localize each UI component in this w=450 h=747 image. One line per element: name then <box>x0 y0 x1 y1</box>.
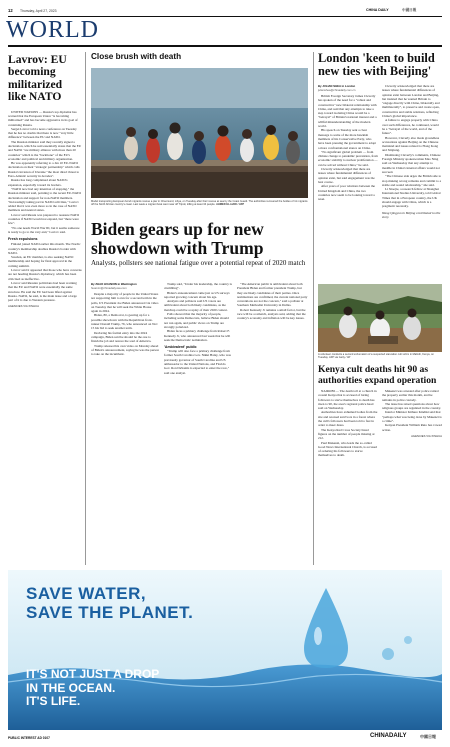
biden-col-1 <box>91 282 159 356</box>
biden-col-2 <box>164 282 232 375</box>
ad-tagline-line-2: IN THE OCEAN. <box>26 680 116 695</box>
london-body-2 <box>382 84 442 209</box>
biden-subhead: 'Ambivalent' public <box>164 345 197 350</box>
biden-deck: Analysts, pollsters see national fatigue over a potential repeat of 2020 match <box>91 259 306 267</box>
paper-name: CHINA DAILY <box>366 8 389 12</box>
paragraph: UNITED NATIONS — Russia's top diplomat has warned that the European Union "is becoming militarized" and has become aggressive in its goal of containing Russia. <box>8 109 78 127</box>
lavrov-body-2 <box>8 242 82 302</box>
photo-caption <box>91 200 308 207</box>
kenya-photo-image <box>318 284 442 352</box>
ad-tagline-line-1: IT'S NOT JUST A DROP <box>26 667 160 681</box>
lavrov-body <box>8 110 82 235</box>
paragraph: Cleverly acknowledged that there are issues where fundamental differences of opinion exist between London and Beijing, but insisted that he wanted Britain to "engage directly with China, bilaterally and multilaterally", to preserve and create open, constructive and stable relations, reflecting China's global importance. <box>382 84 440 119</box>
ad-headline-line-1: SAVE WATER, <box>26 584 147 603</box>
biden-body-3 <box>164 349 232 375</box>
biden-body-4 <box>237 282 308 321</box>
paragraph: The Russian minister said they recently signed a declaration, which he said essentially states that the EU and NATO "are military alliance with more than 20 countries" which is the "backbone" of the EU's economic and political and military organization. <box>8 139 82 161</box>
paragraph: Analysts and pollsters said US voters are ambivalent about both likely candidates, as the matchup could be a replay of their 2020 contest. <box>164 299 228 312</box>
paragraph: "No one needs World War III, but it seems someone is ready to go to the very end," Lavrov said. <box>8 225 80 234</box>
london-body-1 <box>318 94 378 201</box>
paragraph: Polls showed that the majority of people, including some Democrats, believe Biden should not run again, and public views on Trump are strongly polarized. <box>164 312 229 329</box>
paragraph: Trump released his own video on Monday ahead of Biden's announcement, saying he was the person to take on the incumbent. <box>91 343 159 357</box>
paragraph: Robert Kennedy Jr remains a small factor, but the race will be a rematch, analysts said, adding that the country's economy and inflation will be key issues. <box>237 307 306 321</box>
paragraph: Lavrov said it appeared that those who have concerns are not heeding Russia's diplomacy, which has been criticized as ineffective. <box>8 268 82 281</box>
london-col-2 <box>382 84 442 219</box>
paragraph: Li Xiaojie, a research fellow at Shanghai International Studies University, told Global Times that in a European country, the UK should engage with China, which is a pragmatic necessity. <box>382 187 441 209</box>
paragraph: Biden, 80, a Democrat, is gearing up for a possible showdown with the Republican front-runner Donald Trump, 76, who announced on Nov 15 his bid to seek another term. <box>91 313 158 331</box>
left-column <box>8 54 82 308</box>
lavrov-subhead: Fresh expulsions <box>8 237 38 242</box>
london-col-1 <box>318 84 378 201</box>
paragraph: After years of poor relations between the United Kingdom and China, the two countries now seem to be looking toward a reset. <box>318 184 376 202</box>
paragraph: "No significant global problem — from climate change to pandemic prevention, from economic stability to nuclear proliferation — can be solved without China," he said. <box>318 149 378 167</box>
kenya-col-2 <box>382 389 442 438</box>
paragraph: NAIROBI — The death toll at a church in coastal Kenya that is accused of luring followers to starve themselves to death has risen to 90, the area's regional police head said on Wednesday. <box>318 389 377 411</box>
paragraph: Lavrov said Russian politicians had been warning that the EU and NATO were essentially the same structure. He said the EU had been lifted against Russia. NATO, he said, is the main issue and a large part of it is due to Western pressure. <box>8 280 77 303</box>
water-ad <box>8 570 442 730</box>
kenya-body-2 <box>382 389 442 432</box>
paragraph: The issue has raised questions about how religious groups are regulated in the country. <box>382 401 442 411</box>
paragraph: Biden faces a primary challenge from Robert F. Kennedy Jr, who announced last week that he will seek the Democratic nomination. <box>164 329 231 342</box>
footer-brand: CHINADAILY <box>370 733 407 739</box>
kenya-credit: AGENCIES VIA XINHUA <box>411 433 442 438</box>
kenya-photo <box>318 284 442 352</box>
biden-byline-email: huanxin@chinadailyusa.com <box>91 286 127 290</box>
byline-name: By ZHAO HUANXIN in Washington <box>91 282 137 286</box>
paragraph: British Foreign Secretary James Cleverly has spoken of the need for a "robust and constructive" new bilateral relationship with China, and said that any attempts to take a step toward isolating China would be a "betrayal" of Britain's national interest and a willful misunderstanding of the modern world. <box>318 94 377 129</box>
paragraph: Sergei Lavrov told a news conference on Tuesday that he has no doubts that there is now "very little difference" between the EU and NATO. <box>8 126 77 140</box>
paragraph: Despite a majority of people in the United States not supporting him to run for a second term in the polls, US President Joe Biden announced via video on Tuesday that he will seek the White House again in 2024. <box>91 292 159 314</box>
paragraph: Trump said, "Under his leadership, the country is crumbling". <box>164 282 232 291</box>
caption-text: Model transporting European bond migrants rescue a pier in Cheorsund, Libya, on Tuesday after their rescue at sea by the Coast Guard. The authorities recovered the bodies of 11 migrants off the North African country's coast. Last week a migrant boat went near off Tripoli, killing at least 34 people. <box>91 200 308 207</box>
paragraph: Cleverly acknowledged that there are issues where fundamental differences of opinion exist, but said engagement was the best course. <box>318 167 375 184</box>
paragraph: A failure to engage properly with China over such differences, he continued, would be a "betrayal of the world, and of the future". <box>382 118 439 136</box>
london-tail: Wang Qingyun in Beijing contributed to this story. <box>382 210 441 219</box>
paragraph: However, Cleverly also made groundless accusations against Beijing on the Chinese mainland and issues related to Hong Kong and Xinjiang. <box>382 135 440 153</box>
london-byline-email: julianshea@chinadaily.com.cn <box>318 88 356 92</box>
biden-headline: Biden gears up for new showdown with Trump <box>91 219 264 258</box>
paragraph: Dismissing Cleverly's comments, Chinese Foreign Ministry spokeswoman Mao Ning said on Wednesday that any attempt to meddle in China's internal affairs would not succeed. <box>382 152 441 174</box>
paragraph: Biden's announcement came just as US surveys reported growing concern about his age. <box>164 290 230 299</box>
paragraph: "NATO now had any intention of stopping," the Russian minister said, pointing to the recent EU-NATO declaration and support for non-NATO members. "Increasingly taking part in NATO activities," Lavrov added that it was even more so in the case of NATO members and neutral states. <box>8 186 82 213</box>
rescue-photo-image <box>91 68 308 198</box>
paragraph: "The Chinese side urges the British side to stop making wrong remarks and commit to a stable and sound relationship," she said. <box>382 174 442 187</box>
paper-name-cn: 中國日報 <box>402 8 417 12</box>
paragraph: The Kenya Red Cross Society listed figures on the number of people missing at 212. <box>318 427 375 441</box>
ad-headline <box>26 584 193 622</box>
paragraph: "Trump will also face a primary challenge from former South Carolina Gov. Nikki Haley, who was previously governor of South Carolina and US ambassador to the United Nations, and Florida Gov. Ron DeSantis is expected to enter the race," said one analyst. <box>164 349 231 375</box>
paragraph: Sweden, an EU member, is also seeking NATO membership and hoping for final approval in the coming summit. <box>8 255 74 268</box>
footer-brand-cn: 中國日報 <box>420 734 436 739</box>
paragraph: Russia has long complained about NATO's expansion, especially toward its borders. <box>8 178 68 187</box>
kenya-body-1 <box>318 389 378 458</box>
ad-tagline-line-3: IT'S LIFE. <box>26 694 81 708</box>
kenya-col-1 <box>318 389 378 458</box>
caption-credit: AFP via Getty / AP <box>328 356 351 360</box>
photo-headline: Close brush with death <box>91 52 182 61</box>
section-title: WORLD <box>6 17 99 43</box>
biden-body-1 <box>91 292 159 356</box>
paragraph: Finland joined NATO earlier this month. The Nordic country's membership doubles Russia's border with NATO. <box>8 242 81 255</box>
paragraph: Kenyan President William Ruto has vowed action. <box>382 423 442 432</box>
lavrov-headline: Lavrov: EU becoming militarized like NATO <box>8 53 67 104</box>
biden-col-3 <box>237 282 308 321</box>
paragraph: Lavrov said Russia was prepared to reassure NATO countries if NATO would not expand, but "there were few". <box>8 212 80 226</box>
ad-headline-line-2: SAVE THE PLANET. <box>26 603 194 622</box>
paragraph: He was apparently referring to a Jan 10 EU-NATO declaration on their "strategic partnership" which calls Russia's invasion of Ukraine "the most direct threat to Euro-Atlantic security in decades". <box>8 161 80 179</box>
caption-text: A volunteer conducts a second exhumation of a suspected starvation cult victim in Malindi, Kenya, on Tuesday. <box>318 353 434 360</box>
page-number: 12 <box>8 8 13 13</box>
london-headline: London 'keen to build new ties with Beijing' <box>318 51 435 79</box>
biden-body-2 <box>164 282 232 342</box>
paragraph: "The American public is ambivalent about both President Biden and former president Trump, but they are likely candidates of their parties. Once nominations are confirmed, the current national party conventions are not the concern," said a pollster at Southern Methodist University in Dallas. <box>237 282 308 308</box>
paragraph: Interior Minister Kithure Kindiki said that "perhaps what was being done by Makenzi is a crime". <box>382 410 442 424</box>
ad-tagline <box>26 668 159 709</box>
byline-name: By JULIAN SHEA in London <box>318 84 356 88</box>
left-divider <box>85 52 86 565</box>
kenya-headline: Kenya cult deaths hit 90 as authorities expand operation <box>318 364 437 386</box>
section-rule <box>8 45 442 47</box>
kenya-photo-caption <box>318 353 442 360</box>
issue-date: Thursday, April 27, 2023 <box>20 8 57 13</box>
rescue-photo <box>91 68 308 198</box>
lavrov-credit: AGENCIES VIA XINHUA <box>8 304 39 309</box>
paragraph: Makenzi was arrested after police raided the property earlier this month, and he remains in police custody. <box>382 389 439 402</box>
right-divider <box>313 52 314 565</box>
paragraph: His speech on Tuesday sent a clear message to some of the more hawkish members of his Conservative Party, who have been pressing the government to adopt a more confrontational stance on China. <box>318 128 377 150</box>
caption-credit: AHMED EL-HADI / AFP <box>216 203 245 207</box>
paragraph: Authorities have exhumed bodies from the site and rescued survivors in a forest where the cult's followers had been told to fast in order to meet Jesus. <box>318 410 378 428</box>
footer-left: PUBLIC INTEREST AD 0107 <box>8 736 50 740</box>
paragraph: Paul Makenzi, who leads the so-called Good News International Church, is accused of ordering his followers to starve themselves to death. <box>318 440 377 458</box>
paragraph: Declaring his formal entry into the 2024 campaign, Biden said he should be the one to finish the job and restore the soul of America. <box>91 330 152 344</box>
